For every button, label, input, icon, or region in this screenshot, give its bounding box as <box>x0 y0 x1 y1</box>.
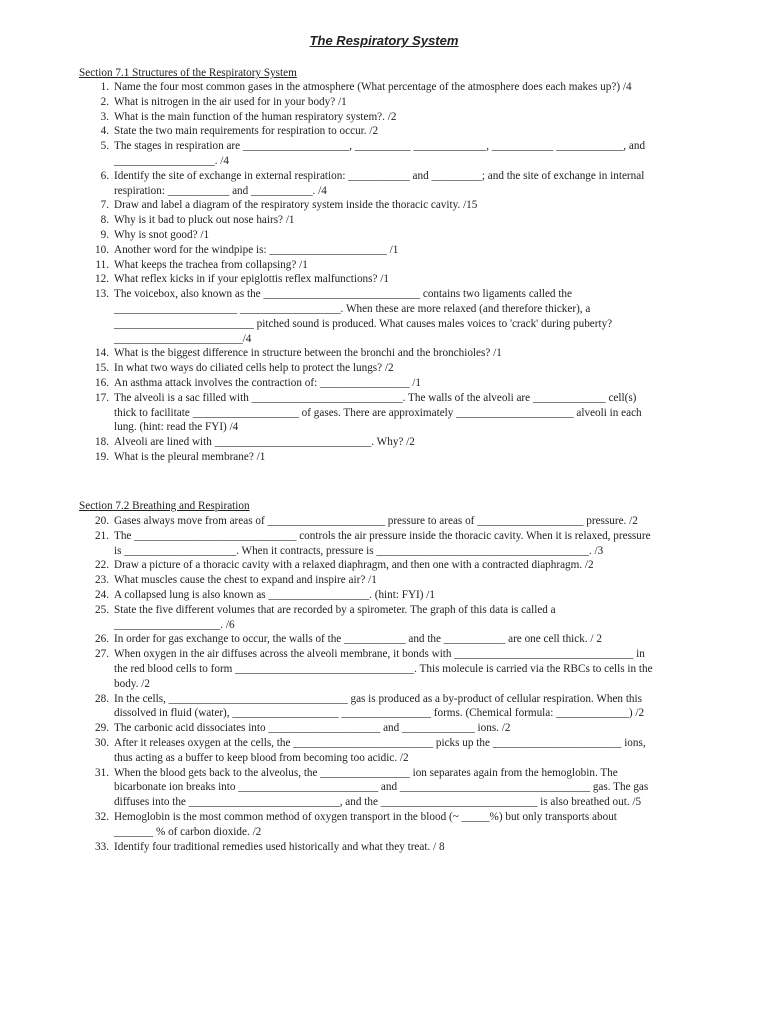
question-number: 31. <box>95 766 109 779</box>
question-text: What is the main function of the human respiratory system?. /2 <box>114 110 397 123</box>
question-number: 4. <box>100 125 109 138</box>
question-text: Identify the site of exchange in external respiration: ___________ and _________; and the site of exchange in internal respiration: ___________ and ___________. /4 <box>114 169 645 197</box>
question-number: 5. <box>100 140 109 153</box>
question-item <box>78 810 658 840</box>
question-item <box>78 346 658 361</box>
question-item <box>78 692 658 722</box>
question-item <box>78 243 658 258</box>
question-text: What is nitrogen in the air used for in your body? /1 <box>114 95 347 108</box>
question-number: 3. <box>100 110 109 123</box>
question-item <box>78 514 658 529</box>
question-text: In what two ways do ciliated cells help to protect the lungs? /2 <box>114 362 394 375</box>
question-text: Draw a picture of a thoracic cavity with a relaxed diaphragm, and then one with a contracted diaphragm. /2 <box>114 559 594 572</box>
question-item <box>78 376 658 391</box>
section-2-heading: Section 7.2 Breathing and Respiration <box>79 500 250 512</box>
section-1-heading: Section 7.1 Structures of the Respiratory System <box>79 67 297 79</box>
question-text: State the five different volumes that are recorded by a spirometer. The graph of this data is called a ___________________. /6 <box>114 603 556 631</box>
question-number: 7. <box>100 199 109 212</box>
section-1-question-list <box>78 80 658 465</box>
question-item <box>78 529 658 559</box>
question-text: What is the biggest difference in structure between the bronchi and the bronchioles? /1 <box>114 347 502 360</box>
question-text: The carbonic acid dissociates into ____________________ and _____________ ions. /2 <box>114 722 511 735</box>
question-text: What is the pleural membrane? /1 <box>114 450 266 463</box>
question-item <box>78 124 658 139</box>
section-2-question-list <box>78 514 658 854</box>
question-item <box>78 603 658 633</box>
question-number: 22. <box>95 559 109 572</box>
question-text: Alveoli are lined with ____________________________. Why? /2 <box>114 436 415 449</box>
question-text: What reflex kicks in if your epiglottis reflex malfunctions? /1 <box>114 273 389 286</box>
question-item <box>78 361 658 376</box>
question-text: An asthma attack involves the contraction of: ________________ /1 <box>114 376 421 389</box>
question-number: 24. <box>95 588 109 601</box>
question-item <box>78 573 658 588</box>
question-number: 17. <box>95 391 109 404</box>
question-text: Gases always move from areas of _____________________ pressure to areas of ___________________ pressure. /2 <box>114 515 638 527</box>
question-item <box>78 258 658 273</box>
question-number: 19. <box>95 450 109 463</box>
question-number: 20. <box>95 515 109 527</box>
question-item <box>78 391 658 435</box>
question-number: 27. <box>95 648 109 661</box>
question-number: 21. <box>95 529 109 542</box>
question-text: Draw and label a diagram of the respiratory system inside the thoracic cavity. /15 <box>114 199 478 212</box>
question-item <box>78 169 658 199</box>
question-item <box>78 435 658 450</box>
question-text: When the blood gets back to the alveolus, the ________________ ion separates again from the hemoglobin. The bicarbonate ion breaks into _________________________ and __________________________________ gas. The gas diffuses into the ___________________________, and the ____________________________ is also breathed out. /5 <box>114 766 649 809</box>
question-number: 30. <box>95 736 109 749</box>
question-item <box>78 647 658 691</box>
question-item <box>78 721 658 736</box>
question-number: 14. <box>95 347 109 360</box>
question-number: 9. <box>100 228 109 241</box>
question-text: What keeps the trachea from collapsing? /1 <box>114 258 308 271</box>
question-number: 15. <box>95 362 109 375</box>
question-text: When oxygen in the air diffuses across the alveoli membrane, it bonds with ________________________________ in the red blood cells to form ________________________________. This molecule is carried via the RBCs to cells in the body. /2 <box>114 648 653 690</box>
question-item <box>78 287 658 346</box>
question-number: 28. <box>95 692 109 705</box>
question-item <box>78 139 658 169</box>
question-number: 26. <box>95 633 109 646</box>
question-number: 10. <box>95 243 109 256</box>
question-item <box>78 736 658 766</box>
question-item <box>78 632 658 647</box>
question-text: The _____________________________ controls the air pressure inside the thoracic cavity. When it is relaxed, pressure is ____________________. When it contracts, pressure is ______________________________________. /3 <box>114 529 651 557</box>
question-text: A collapsed lung is also known as __________________. (hint: FYI) /1 <box>114 588 436 601</box>
question-text: Identify four traditional remedies used historically and what they treat. / 8 <box>114 840 445 853</box>
question-text: The stages in respiration are ___________________, __________ _____________, ___________ ____________, and __________________. /4 <box>114 140 646 167</box>
question-text: In the cells, ________________________________ gas is produced as a by-product of cellular respiration. When this dissolved in fluid (water), ___________________ ________________ forms. (Chemical formula: _____________) /2 <box>114 692 645 720</box>
question-number: 18. <box>95 436 109 449</box>
question-number: 32. <box>95 810 109 823</box>
question-item <box>78 228 658 243</box>
question-number: 33. <box>95 840 109 853</box>
question-text: Why is snot good? /1 <box>114 228 210 241</box>
question-number: 2. <box>100 95 109 108</box>
question-text: In order for gas exchange to occur, the walls of the ___________ and the ___________ are one cell thick. / 2 <box>114 633 602 646</box>
question-text: Name the four most common gases in the atmosphere (What percentage of the atmosphere does each makes up?) /4 <box>114 81 632 93</box>
question-text: State the two main requirements for respiration to occur. /2 <box>114 125 379 138</box>
question-number: 25. <box>95 603 109 616</box>
question-number: 13. <box>95 288 109 301</box>
question-item <box>78 198 658 213</box>
question-number: 11. <box>95 258 109 271</box>
question-text: Another word for the windpipe is: _____________________ /1 <box>114 243 399 256</box>
question-item <box>78 558 658 573</box>
question-text: The alveoli is a sac filled with ___________________________. The walls of the alveoli are _____________ cell(s) thick to facilitate ___________________ of gases. There are approximately _____________________ alveoli in each lung. (hint: read the FYI) /4 <box>114 391 642 434</box>
question-text: Hemoglobin is the most common method of oxygen transport in the blood (~ _____%) but only transports about _______ % of carbon dioxide. /2 <box>114 810 617 838</box>
question-text: What muscles cause the chest to expand and inspire air? /1 <box>114 574 377 587</box>
question-number: 23. <box>95 574 109 587</box>
question-item <box>78 95 658 110</box>
question-number: 29. <box>95 722 109 735</box>
question-item <box>78 450 658 465</box>
question-item <box>78 80 658 95</box>
question-item <box>78 588 658 603</box>
question-item <box>78 272 658 287</box>
page-title: The Respiratory System <box>309 33 459 48</box>
question-number: 16. <box>95 376 109 389</box>
question-item <box>78 110 658 125</box>
question-text: After it releases oxygen at the cells, the _________________________ picks up the _______________________ ions, thus acting as a buffer to keep blood from becoming too acidic. /2 <box>114 736 646 764</box>
question-text: Why is it bad to pluck out nose hairs? /1 <box>114 214 295 227</box>
question-item <box>78 840 658 855</box>
question-number: 12. <box>95 273 109 286</box>
question-text: The voicebox, also known as the ____________________________ contains two ligaments called the ______________________ __________________. When these are more relaxed (and therefore thicker), a _________________________ pitched sound is produced. What causes males voices to 'crack' during puberty? _______________________/4 <box>114 288 613 345</box>
question-number: 6. <box>100 169 109 182</box>
question-item <box>78 213 658 228</box>
question-number: 8. <box>100 214 109 227</box>
question-number: 1. <box>100 81 109 93</box>
question-item <box>78 766 658 810</box>
